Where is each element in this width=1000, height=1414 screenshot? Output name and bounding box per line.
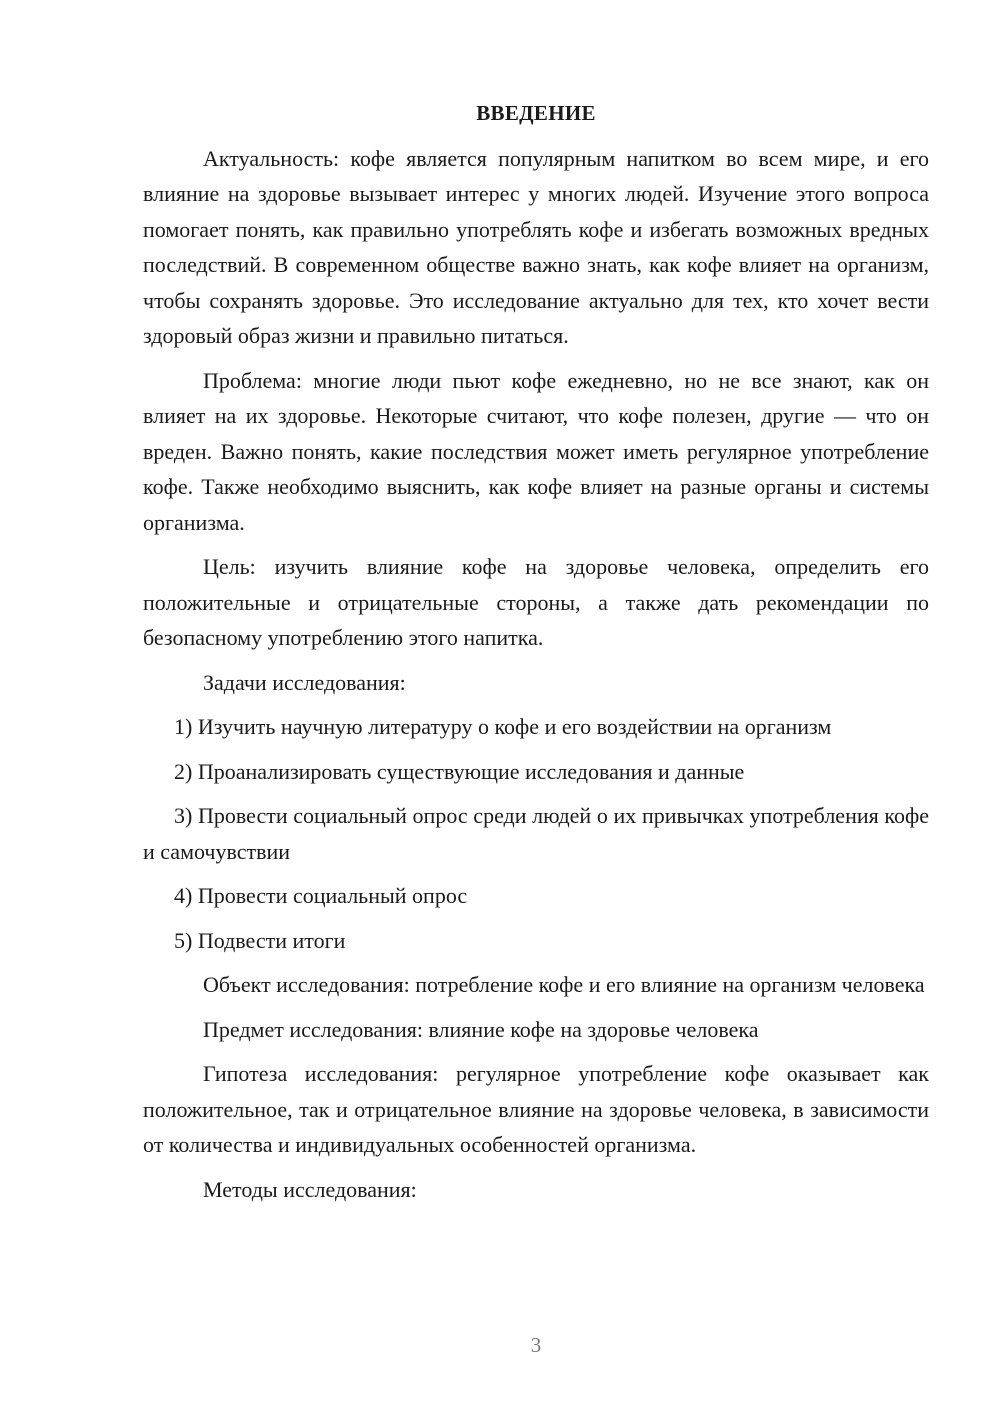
task-item: 3) Провести социальный опрос среди людей о их привычках употребления кофе и самочувствии [143,803,929,864]
task-item: 2) Проанализировать существующие исследования и данные [174,758,745,784]
paragraph-problem: Проблема: многие люди пьют кофе ежедневно, но не все знают, как он влияет на их здоровье. Некоторые считают, что кофе полезен, другие — что он вреден. Важно понять, какие последствия может иметь регулярное употребление кофе. Также необходимо выяснить, как кофе влияет на разные органы и системы организма. [143,367,929,535]
task-item: 1) Изучить научную литературу о кофе и его воздействии на организм [174,714,832,739]
page-number: 3 [530,1333,542,1357]
paragraph-hypothesis: Гипотеза исследования: регулярное употребление кофе оказывает как положительное, так и отрицательное влияние на здоровье человека, в зависимости от количества и индивидуальных особенностей организма. [143,1061,929,1157]
paragraph-relevance: Актуальность: кофе является популярным напитком во всем мире, и его влияние на здоровье вызывает интерес у многих людей. Изучение этого вопроса помогает понять, как правильно употреблять кофе и избегать возможных вредных последствий. В современном обществе важно знать, как кофе влияет на организм, чтобы сохранять здоровье. Это исследование актуально для тех, кто хочет вести здоровый образ жизни и правильно питаться. [143,145,929,348]
document-page [143,96,929,1216]
paragraph-tasks-title: Задачи исследования: [203,669,406,695]
paragraph-goal: Цель: изучить влияние кофе на здоровье человека, определить его положительные и отрицательные стороны, а также дать рекомендации по безопасному употреблению этого напитка. [143,554,929,650]
section-heading: ВВЕДЕНИЕ [476,101,596,125]
paragraph-methods-title: Методы исследования: [203,1176,417,1202]
task-item: 5) Подвести итоги [174,927,346,953]
task-item: 4) Провести социальный опрос [174,883,468,908]
paragraph-object: Объект исследования: потребление кофе и его влияние на организм человека [203,972,925,997]
paragraph-subject: Предмет исследования: влияние кофе на здоровье человека [203,1016,759,1042]
